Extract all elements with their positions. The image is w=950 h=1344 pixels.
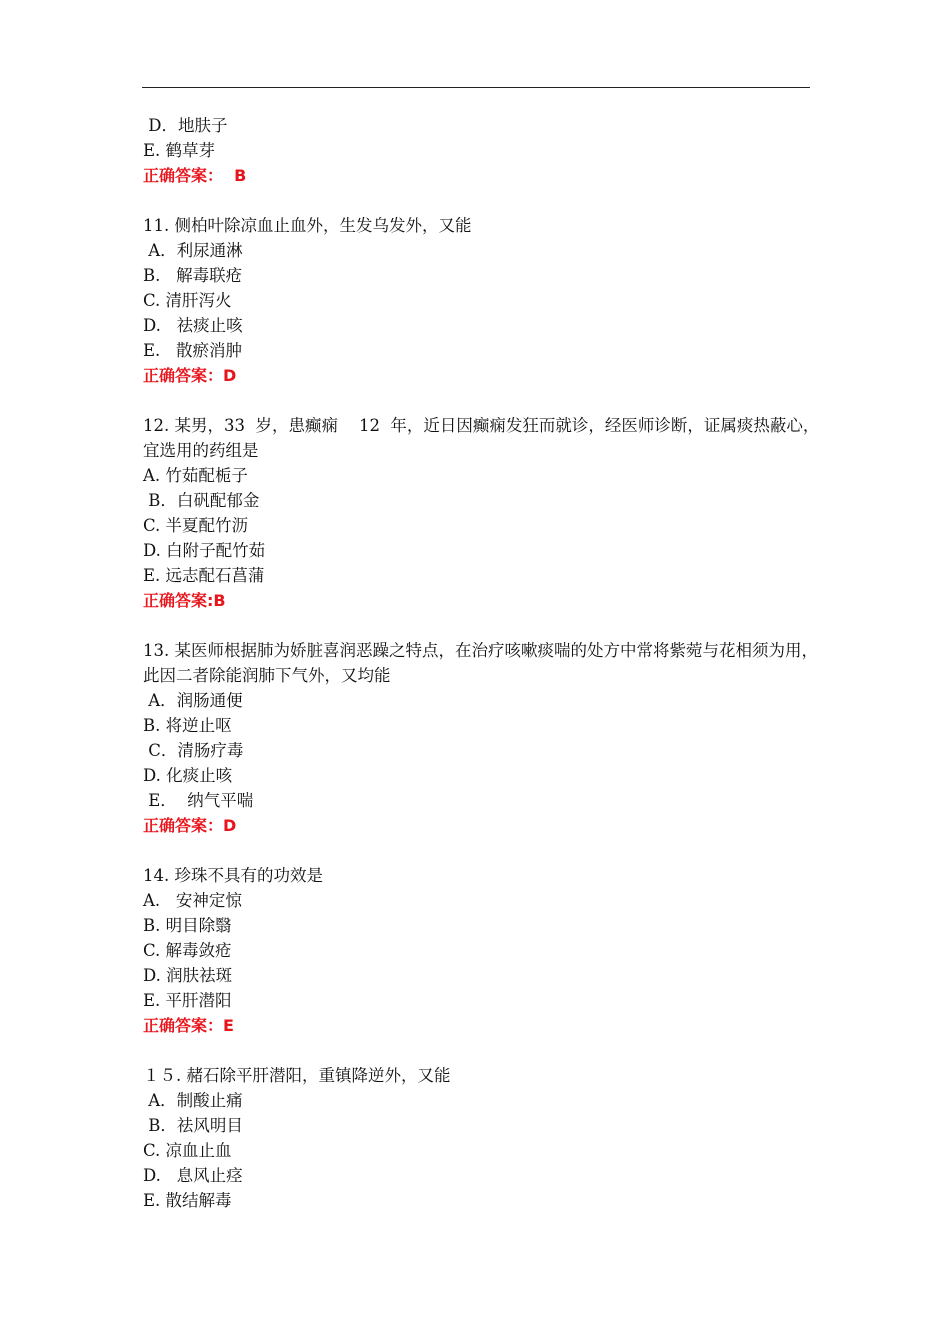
option-b: B. 解毒联疮 (143, 266, 243, 285)
option-c: C. 解毒敛疮 (143, 941, 232, 960)
option-e: E. 远志配石菖蒲 (143, 566, 265, 585)
document-body (143, 113, 833, 1213)
correct-answer: 正确答案： B (143, 166, 247, 185)
correct-answer: 正确答案：E (143, 1016, 234, 1035)
option-a: A. 安神定惊 (143, 891, 242, 910)
question-stem: １５. 赭石除平肝潜阳，重镇降逆外，又能 (143, 1066, 451, 1085)
option-b: B．祛风明目 (143, 1116, 243, 1135)
option-c: C. 半夏配竹沥 (143, 516, 249, 535)
spacer (143, 188, 833, 213)
spacer (143, 1038, 833, 1063)
question-block-12 (143, 413, 833, 613)
option-d: D. 化痰止咳 (143, 766, 233, 785)
option-e: E. 散瘀消肿 (143, 341, 243, 360)
question-block-13 (143, 638, 833, 838)
option-a: A．润肠通便 (143, 691, 243, 710)
option-d: D. 白附子配竹茹 (143, 541, 266, 560)
spacer (143, 838, 833, 863)
question-stem: 13. 某医师根据肺为娇脏喜润恶躁之特点，在治疗咳嗽痰喘的处方中常将紫菀与花相须为用，此因二者除能润肺下气外，又均能 (143, 641, 818, 685)
option-e: E. 平肝潜阳 (143, 991, 232, 1010)
option-b: B. 将逆止呕 (143, 716, 232, 735)
option-c: C. 凉血止血 (143, 1141, 232, 1160)
spacer (143, 613, 833, 638)
header-rule (142, 87, 810, 88)
option-e: E． 纳气平喘 (143, 791, 254, 810)
question-stem: 11. 侧柏叶除凉血止血外，生发乌发外，又能 (143, 216, 472, 235)
question-block-10 (143, 113, 833, 188)
option-b: B. 明目除翳 (143, 916, 232, 935)
option-d: D. 润肤祛斑 (143, 966, 233, 985)
option-a: A．利尿通淋 (143, 241, 243, 260)
option-a: A. 竹茹配栀子 (143, 466, 248, 485)
option-d: D. 息风止痉 (143, 1166, 243, 1185)
question-block-14 (143, 863, 833, 1038)
option-c: C. 清肝泻火 (143, 291, 232, 310)
question-block-15 (143, 1063, 833, 1213)
correct-answer: 正确答案：D (143, 366, 237, 385)
option-d: D．地肤子 (143, 116, 228, 135)
option-e: E. 鹤草芽 (143, 141, 216, 160)
spacer (143, 388, 833, 413)
question-block-11 (143, 213, 833, 388)
option-b: B．白矾配郁金 (143, 491, 260, 510)
option-c: C．清肠疗毒 (143, 741, 244, 760)
question-stem: 12. 某男，33 岁，患癫痫 12 年，近日因癫痫发狂而就诊，经医师诊断，证属痰热蔽心，宜选用的药组是 (143, 416, 820, 460)
option-a: A．制酸止痛 (143, 1091, 243, 1110)
option-d: D. 祛痰止咳 (143, 316, 243, 335)
question-stem: 14. 珍珠不具有的功效是 (143, 866, 323, 885)
correct-answer: 正确答案：D (143, 816, 237, 835)
option-e: E. 散结解毒 (143, 1191, 232, 1210)
correct-answer: 正确答案:B (143, 591, 226, 610)
